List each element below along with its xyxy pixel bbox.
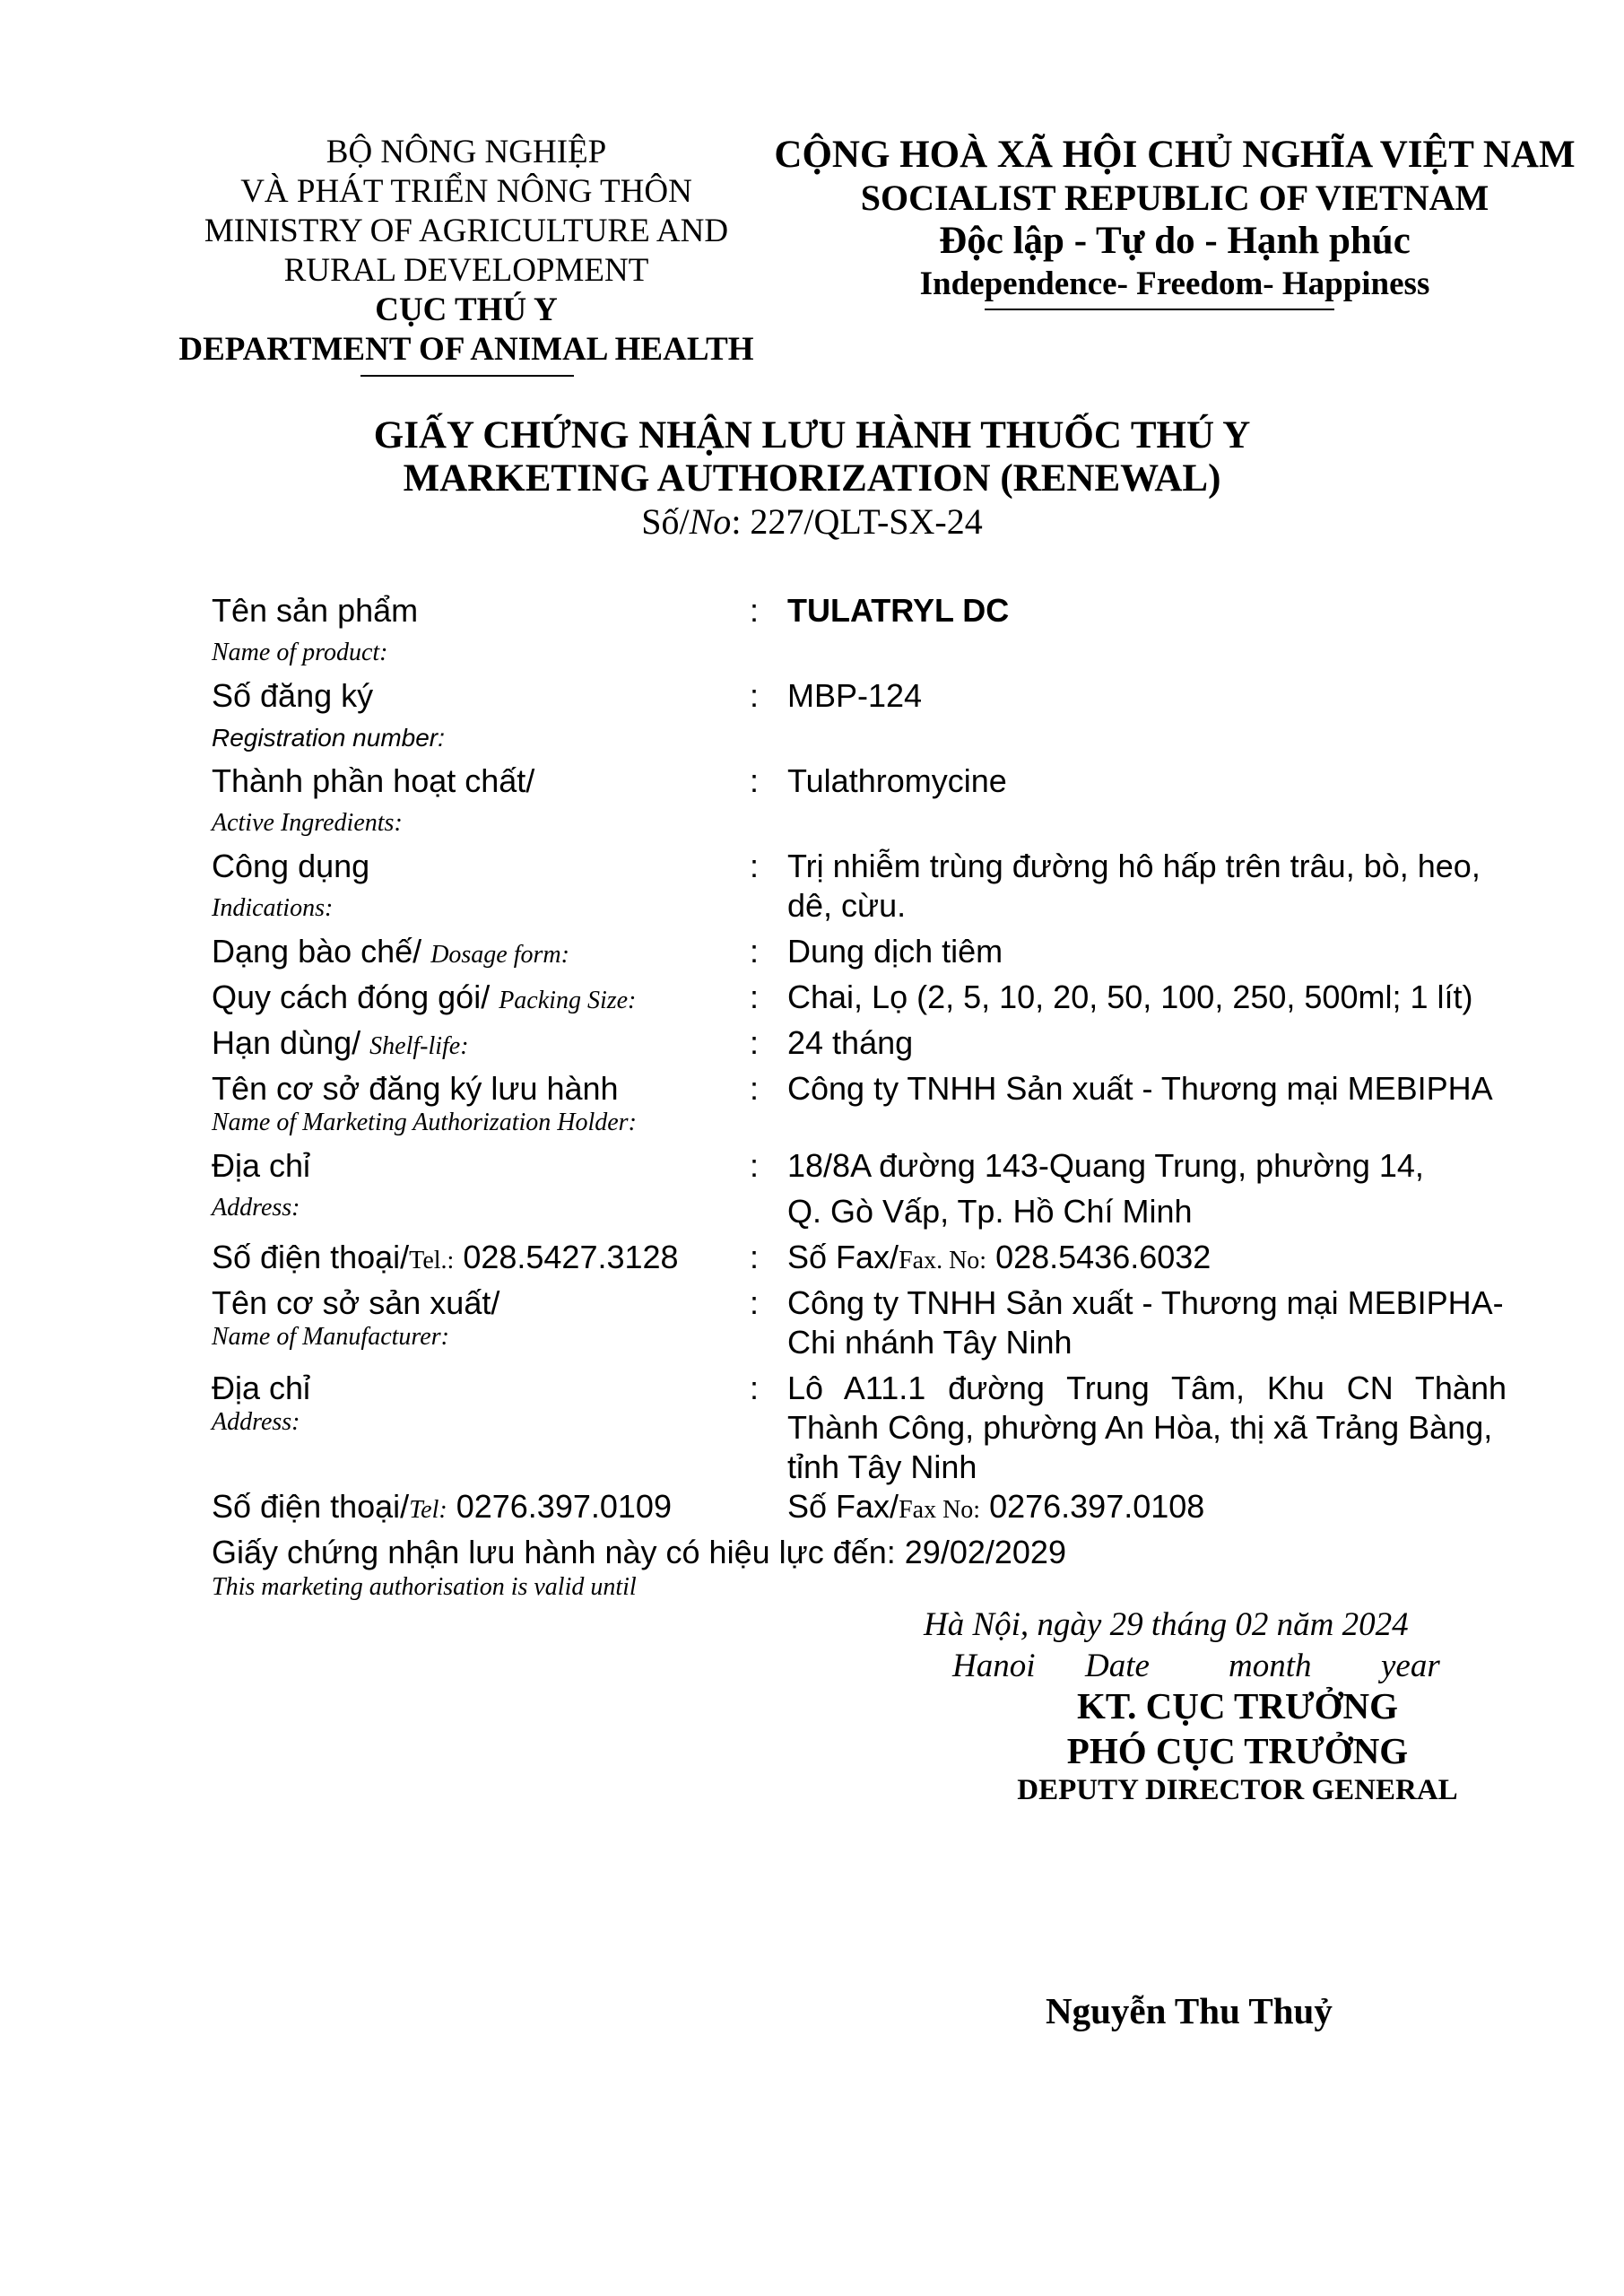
validity-statement: Giấy chứng nhận lưu hành này có hiệu lực đến: 29/02/2029 bbox=[212, 1534, 1066, 1570]
document-number: Số/No: 227/QLT-SX-24 bbox=[641, 501, 983, 542]
republic-block bbox=[771, 133, 1578, 305]
packing-value: Chai, Lọ (2, 5, 10, 20, 50, 100, 250, 500ml; 1 lít) bbox=[787, 978, 1473, 1015]
republic-vi: CỘNG HOÀ XÃ HỘI CHỦ NGHĨA VIỆT NAM bbox=[774, 134, 1576, 176]
colon: : bbox=[750, 1239, 760, 1275]
product-label-en: Name of product: bbox=[212, 639, 388, 666]
product-value: TULATRYL DC bbox=[787, 592, 1010, 629]
place-date: Hà Nội, ngày 29 tháng 02 năm 2024 bbox=[924, 1606, 1409, 1643]
product-label: Tên sản phẩm bbox=[212, 592, 419, 629]
manufacturer-address-label: Địa chỉ bbox=[212, 1370, 311, 1406]
issuer-block bbox=[161, 133, 771, 370]
dosage-label: Dạng bào chế/ Dosage form: bbox=[212, 933, 569, 970]
registration-label-en: Registration number: bbox=[212, 724, 445, 752]
motto-en: Independence- Freedom- Happiness bbox=[919, 265, 1430, 302]
manufacturer-address-line1: Lô A11.1 đường Trung Tâm, Khu CN Thành bbox=[787, 1370, 1507, 1406]
signer-title-2: PHÓ CỤC TRƯỞNG bbox=[1066, 1730, 1409, 1771]
document-title-block bbox=[0, 414, 1624, 544]
place-date-en-hanoi: Hanoi bbox=[952, 1648, 1036, 1684]
holder-label-en: Name of Marketing Authorization Holder: bbox=[212, 1109, 637, 1136]
colon: : bbox=[750, 1370, 760, 1406]
registration-label: Số đăng ký bbox=[212, 677, 374, 714]
republic-en: SOCIALIST REPUBLIC OF VIETNAM bbox=[860, 178, 1489, 218]
colon: : bbox=[750, 592, 760, 629]
holder-value: Công ty TNHH Sản xuất - Thương mại MEBIPHA bbox=[787, 1070, 1493, 1107]
ingredients-label-en: Active Ingredients: bbox=[212, 809, 403, 837]
colon: : bbox=[750, 677, 760, 714]
signer-title-3: DEPUTY DIRECTOR GENERAL bbox=[1017, 1774, 1458, 1806]
indications-label-en: Indications: bbox=[212, 894, 334, 922]
manufacturer-value-line2: Chi nhánh Tây Ninh bbox=[787, 1324, 1073, 1361]
holder-address-line2: Q. Gò Vấp, Tp. Hồ Chí Minh bbox=[787, 1193, 1193, 1230]
colon: : bbox=[750, 1070, 760, 1107]
manufacturer-address-line3: tỉnh Tây Ninh bbox=[787, 1448, 977, 1485]
manufacturer-address-line2: Thành Công, phường An Hòa, thị xã Trảng Bàng, bbox=[787, 1409, 1493, 1446]
shelf-life-label: Hạn dùng/ Shelf-life: bbox=[212, 1024, 469, 1061]
validity-statement-en: This marketing authorisation is valid until bbox=[212, 1573, 637, 1601]
holder-label: Tên cơ sở đăng ký lưu hành bbox=[212, 1070, 619, 1107]
colon: : bbox=[750, 762, 760, 799]
packing-label: Quy cách đóng gói/ Packing Size: bbox=[212, 978, 637, 1015]
colon: : bbox=[750, 933, 760, 970]
title-vi: GIẤY CHỨNG NHẬN LƯU HÀNH THUỐC THÚ Y bbox=[373, 414, 1251, 457]
holder-fax: Số Fax/Fax. No: 028.5436.6032 bbox=[787, 1239, 1211, 1275]
signer-title-1: KT. CỤC TRƯỞNG bbox=[1076, 1685, 1398, 1726]
manufacturer-label: Tên cơ sở sản xuất/ bbox=[212, 1284, 500, 1321]
indications-label: Công dụng bbox=[212, 848, 370, 884]
ministry-en-line2: RURAL DEVELOPMENT bbox=[283, 252, 649, 289]
department-en: DEPARTMENT OF ANIMAL HEALTH bbox=[178, 331, 754, 368]
motto-underline bbox=[985, 309, 1334, 310]
indications-value-line1: Trị nhiễm trùng đường hô hấp trên trâu, bò, heo, bbox=[787, 848, 1481, 884]
manufacturer-label-en: Name of Manufacturer: bbox=[212, 1323, 449, 1351]
holder-address-label-en: Address: bbox=[212, 1194, 300, 1222]
colon: : bbox=[750, 1024, 760, 1061]
department-vi: CỤC THÚ Y bbox=[375, 291, 558, 328]
ministry-vi-line1: BỘ NÔNG NGHIỆP bbox=[326, 134, 607, 170]
place-date-en-month: month bbox=[1229, 1648, 1312, 1684]
holder-address-line1: 18/8A đường 143-Quang Trung, phường 14, bbox=[787, 1147, 1424, 1184]
manufacturer-address-label-en: Address: bbox=[212, 1408, 300, 1436]
issuer-underline bbox=[360, 375, 574, 377]
dosage-value: Dung dịch tiêm bbox=[787, 933, 1003, 970]
ministry-vi-line2: VÀ PHÁT TRIỂN NÔNG THÔN bbox=[240, 173, 692, 210]
colon: : bbox=[750, 1284, 760, 1321]
holder-phone: Số điện thoại/Tel.: 028.5427.3128 bbox=[212, 1239, 679, 1275]
colon: : bbox=[750, 978, 760, 1015]
ingredients-value: Tulathromycine bbox=[787, 762, 1007, 799]
ministry-en-line1: MINISTRY OF AGRICULTURE AND bbox=[204, 213, 729, 249]
ingredients-label: Thành phần hoạt chất/ bbox=[212, 762, 535, 799]
manufacturer-phone: Số điện thoại/Tel: 0276.397.0109 bbox=[212, 1488, 672, 1525]
indications-value-line2: dê, cừu. bbox=[787, 887, 907, 924]
place-date-en-date: Date bbox=[1085, 1648, 1150, 1684]
manufacturer-value-line1: Công ty TNHH Sản xuất - Thương mại MEBIPHA- bbox=[787, 1284, 1504, 1321]
place-date-en-year: year bbox=[1381, 1648, 1440, 1684]
colon: : bbox=[750, 848, 760, 884]
title-en: MARKETING AUTHORIZATION (RENEWAL) bbox=[403, 457, 1221, 500]
registration-value: MBP-124 bbox=[787, 677, 923, 714]
motto-vi: Độc lập - Tự do - Hạnh phúc bbox=[939, 220, 1411, 262]
shelf-life-value: 24 tháng bbox=[787, 1024, 914, 1061]
holder-address-label: Địa chỉ bbox=[212, 1147, 311, 1184]
colon: : bbox=[750, 1147, 760, 1184]
signer-name: Nguyễn Thu Thuỷ bbox=[1046, 1990, 1333, 2031]
manufacturer-fax: Số Fax/Fax No: 0276.397.0108 bbox=[787, 1488, 1205, 1525]
